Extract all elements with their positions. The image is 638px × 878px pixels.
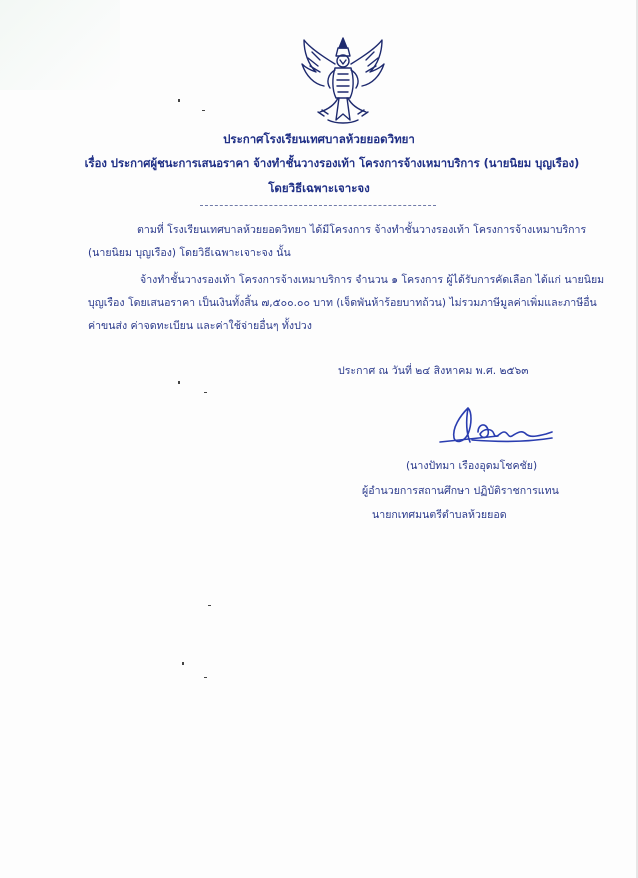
announcement-title: ประกาศโรงเรียนเทศบาลห้วยยอดวิทยา bbox=[223, 132, 415, 146]
scan-speck bbox=[182, 662, 184, 665]
signatory-name: (นางปัทมา เรืองอุดมโชคชัย) bbox=[406, 460, 538, 472]
paragraph2-line3: ค่าขนส่ง ค่าจดทะเบียน และค่าใช้จ่ายอื่นๆ ทั้งปวง bbox=[88, 320, 312, 332]
paragraph2-line1: จ้างทำชั้นวางรองเท้า โครงการจ้างเหมาบริการ จำนวน ๑ โครงการ ผู้ได้รับการคัดเลือก ได้แก่ นายนิยม bbox=[140, 274, 605, 286]
scan-speck bbox=[204, 677, 207, 678]
scan-speck bbox=[178, 99, 180, 102]
garuda-emblem-icon bbox=[298, 34, 388, 126]
scan-speck bbox=[204, 392, 207, 393]
scan-speck bbox=[202, 110, 205, 111]
announcement-method: โดยวิธีเฉพาะเจาะจง bbox=[268, 181, 370, 195]
scan-speck bbox=[208, 605, 211, 606]
handwritten-signature bbox=[438, 402, 554, 452]
signatory-position: ผู้อำนวยการสถานศึกษา ปฏิบัติราชการแทน bbox=[362, 485, 559, 497]
scan-speck bbox=[178, 381, 180, 384]
signatory-acting-for: นายกเทศมนตรีตำบลห้วยยอด bbox=[372, 509, 507, 521]
paragraph1-line2: (นายนิยม บุญเรือง) โดยวิธีเฉพาะเจาะจง นั้น bbox=[88, 247, 291, 259]
announcement-subject: เรื่อง ประกาศผู้ชนะการเสนอราคา จ้างทำชั้นวางรองเท้า โครงการจ้างเหมาบริการ (นายนิยม บุญเรือง) bbox=[84, 157, 580, 170]
announcement-date: ประกาศ ณ วันที่ ๒๔ สิงหาคม พ.ศ. ๒๕๖๓ bbox=[338, 365, 529, 377]
paragraph2-line2: บุญเรือง โดยเสนอราคา เป็นเงินทั้งสิ้น ๗,๕๐๐.๐๐ บาท (เจ็ดพันห้าร้อยบาทถ้วน) ไม่รวมภาษีมูลค่าเพิ่มและภาษีอื่น bbox=[88, 297, 597, 309]
scan-tint bbox=[0, 0, 120, 90]
header-divider bbox=[200, 205, 436, 206]
paragraph1-line1: ตามที่ โรงเรียนเทศบาลห้วยยอดวิทยา ได้มีโครงการ จ้างทำชั้นวางรองเท้า โครงการจ้างเหมาบริการ bbox=[137, 224, 587, 236]
